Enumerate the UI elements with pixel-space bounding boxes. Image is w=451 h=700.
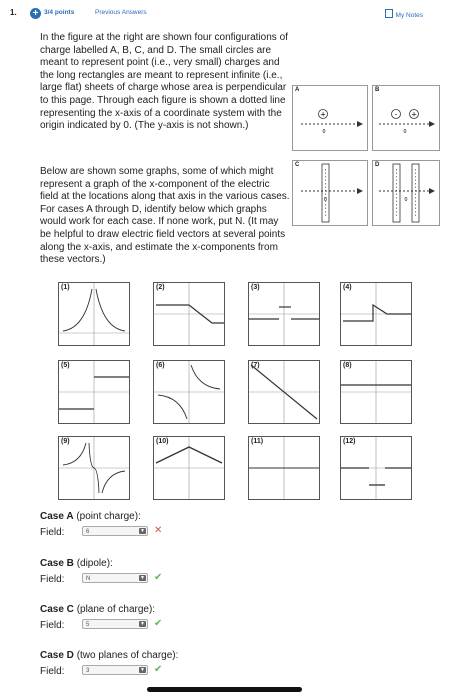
correct-check-icon: ✔	[154, 572, 163, 583]
origin-label: 0	[403, 129, 407, 135]
graph-10	[153, 436, 225, 500]
notes-icon	[385, 9, 393, 18]
my-notes-link[interactable]	[385, 9, 423, 19]
field-label: Field:	[40, 527, 65, 538]
graph-label: (8)	[343, 362, 352, 369]
graph-7	[248, 360, 320, 424]
selected-value: N	[86, 576, 91, 582]
problem-paragraph-2: Below are shown some graphs, some of which might represent a graph of the x-component of the electric field at the locations along that axis in the various cases. For cases A through D, identify below which graphs would work for each case. If none work, put N. (It may be helpful to draw electric field vectors at several points along the x-axis, and estimate the x-components from these vectors.)	[40, 166, 290, 266]
case-title: Case C	[40, 604, 74, 615]
case-d-field-row	[40, 664, 163, 677]
case-b-field-row	[40, 572, 163, 585]
case-a-field-row	[40, 525, 163, 538]
figure-b	[372, 85, 440, 151]
graph-label: (10)	[156, 438, 169, 445]
chevron-down-icon[interactable]: ▼	[140, 575, 145, 581]
graph-label: (2)	[156, 284, 165, 291]
wrong-x-icon: ✕	[154, 525, 163, 536]
figure-d	[372, 160, 440, 226]
previous-answers-link[interactable]: Previous Answers	[95, 9, 147, 16]
origin-label: 0	[322, 129, 326, 135]
case-c-select[interactable]	[82, 619, 148, 629]
home-indicator[interactable]	[147, 687, 302, 692]
case-c-field-row	[40, 618, 163, 631]
graph-4	[340, 282, 412, 346]
figure-label: A	[295, 87, 300, 93]
figure-c-drawing	[293, 161, 367, 225]
graph-label: (9)	[61, 438, 70, 445]
field-label: Field:	[40, 620, 65, 631]
graph-9	[58, 436, 130, 500]
case-title: Case A	[40, 511, 74, 522]
graph-12	[340, 436, 412, 500]
case-title: Case D	[40, 650, 74, 661]
points-label: 3/4 points	[44, 9, 75, 16]
figure-label: C	[295, 162, 300, 168]
origin-label: 0	[404, 197, 408, 203]
graph-label: (11)	[251, 438, 264, 445]
correct-check-icon: ✔	[154, 664, 163, 675]
question-header	[0, 0, 451, 28]
case-b-heading	[40, 558, 113, 569]
case-b-select[interactable]	[82, 573, 148, 583]
charge-sign: +	[320, 110, 326, 119]
graph-label: (12)	[343, 438, 356, 445]
my-notes-label: My Notes	[395, 12, 423, 19]
selected-value: 3	[86, 668, 90, 674]
chevron-down-icon[interactable]: ▼	[140, 528, 145, 534]
graph-5	[58, 360, 130, 424]
figure-label: B	[375, 87, 380, 93]
case-description: (plane of charge):	[76, 604, 156, 615]
figure-b-drawing	[373, 86, 439, 150]
graph-8	[340, 360, 412, 424]
graph-6	[153, 360, 225, 424]
graph-label: (3)	[251, 284, 260, 291]
graph-1	[58, 282, 130, 346]
graph-label: (4)	[343, 284, 352, 291]
figure-a	[292, 85, 368, 151]
problem-paragraph-1: In the figure at the right are shown four configurations of charge labelled A, B, C, and D. The small circles are meant to represent point (i.e., very small) charges and the long rectangles are meant to represent infinite (i.e., large flat) sheets of charge whose area is perpendicular to this page. Through each figure is shown a dotted line representing the x-axis of a coordinate system with the origin indicated by 0. (The y-axis is not shown.)	[40, 32, 288, 132]
case-a-select[interactable]	[82, 526, 148, 536]
figure-label: D	[375, 162, 380, 168]
case-c-heading	[40, 604, 155, 615]
chevron-down-icon[interactable]: ▼	[140, 667, 145, 673]
case-description: (dipole):	[76, 558, 113, 569]
chevron-down-icon[interactable]: ▼	[140, 621, 145, 627]
graph-label: (7)	[251, 362, 260, 369]
graph-11	[248, 436, 320, 500]
charge-sign: -	[394, 110, 398, 119]
question-number: 1.	[10, 8, 17, 17]
field-label: Field:	[40, 574, 65, 585]
field-label: Field:	[40, 666, 65, 677]
case-d-heading	[40, 650, 178, 661]
figure-d-drawing	[373, 161, 439, 225]
selected-value: 6	[86, 529, 90, 535]
charge-sign: +	[411, 110, 417, 119]
selected-value: 5	[86, 622, 90, 628]
correct-check-icon: ✔	[154, 618, 163, 629]
graph-3	[248, 282, 320, 346]
case-a-heading	[40, 511, 141, 522]
case-d-select[interactable]	[82, 665, 148, 675]
origin-label: 0	[323, 197, 328, 203]
figure-c	[292, 160, 368, 226]
case-description: (two planes of charge):	[76, 650, 179, 661]
graph-2	[153, 282, 225, 346]
case-title: Case B	[40, 558, 74, 569]
graph-label: (6)	[156, 362, 165, 369]
figure-a-drawing	[293, 86, 367, 150]
expand-plus-icon[interactable]: +	[30, 8, 41, 19]
graph-label: (5)	[61, 362, 70, 369]
graph-label: (1)	[61, 284, 70, 291]
case-description: (point charge):	[76, 511, 141, 522]
